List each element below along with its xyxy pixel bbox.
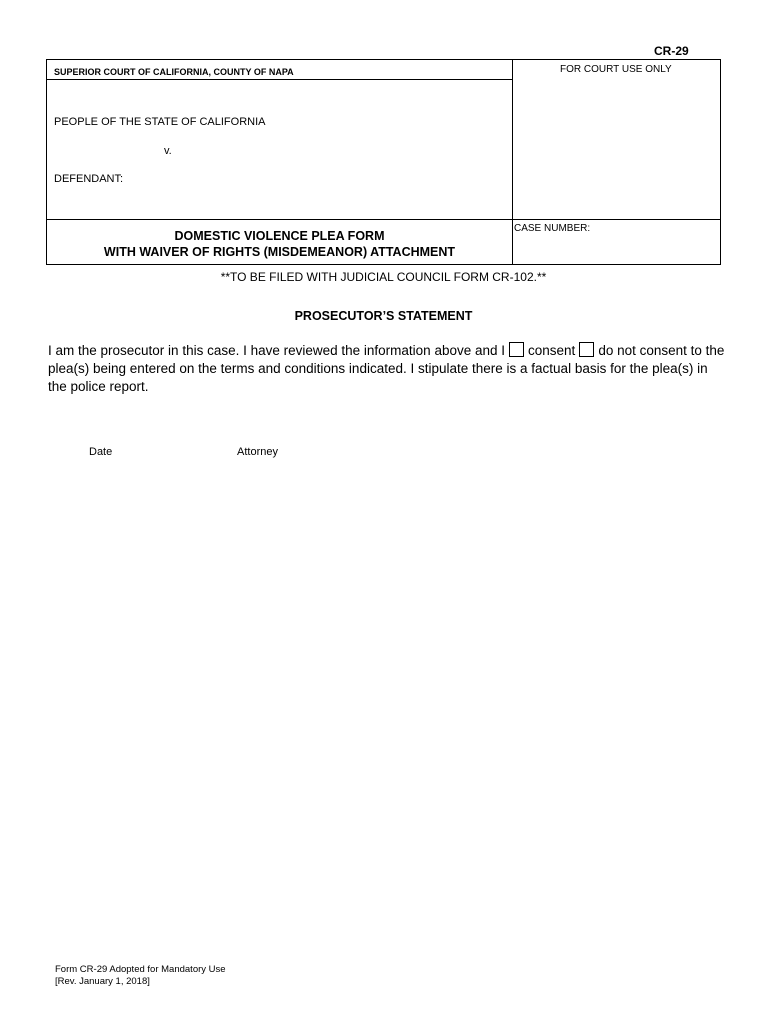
form-footer	[55, 964, 226, 988]
statement-text-before: I am the prosecutor in this case. I have reviewed the information above and I	[48, 343, 506, 358]
filing-instruction: **TO BE FILED WITH JUDICIAL COUNCIL FORM CR-102.**	[220, 270, 547, 284]
caption-box	[46, 59, 721, 265]
footer-adoption: Form CR-29 Adopted for Mandatory Use	[55, 964, 226, 975]
attorney-label: Attorney	[237, 446, 278, 458]
do-not-consent-label: do not consent	[598, 343, 687, 358]
prosecutor-statement-heading: PROSECUTOR’S STATEMENT	[294, 309, 473, 323]
form-title-line2: WITH WAIVER OF RIGHTS (MISDEMEANOR) ATTACHMENT	[103, 245, 456, 259]
title-divider	[47, 219, 720, 220]
form-title-line1: DOMESTIC VIOLENCE PLEA FORM	[174, 229, 385, 243]
case-number-label: CASE NUMBER:	[514, 223, 591, 234]
do-not-consent-checkbox[interactable]	[579, 342, 594, 357]
court-name: SUPERIOR COURT OF CALIFORNIA, COUNTY OF NAPA	[54, 67, 294, 77]
date-label: Date	[89, 446, 113, 458]
statement-text-after: to the plea(s) being entered on the terms and conditions indicated. I stipulate there is a factual basis for the plea(s) in the police report.	[48, 343, 725, 394]
form-number: CR-29	[654, 44, 689, 58]
versus-label: v.	[164, 145, 172, 157]
caption-divider-vertical	[512, 60, 513, 264]
consent-checkbox[interactable]	[509, 342, 524, 357]
prosecutor-statement	[48, 342, 728, 396]
defendant-label: DEFENDANT:	[54, 173, 124, 185]
form-title	[47, 228, 512, 260]
consent-label: consent	[528, 343, 576, 358]
court-name-divider	[47, 79, 512, 80]
footer-revision: [Rev. January 1, 2018]	[55, 976, 150, 987]
plaintiff-name: PEOPLE OF THE STATE OF CALIFORNIA	[54, 116, 266, 128]
court-use-only-label: FOR COURT USE ONLY	[560, 64, 672, 75]
